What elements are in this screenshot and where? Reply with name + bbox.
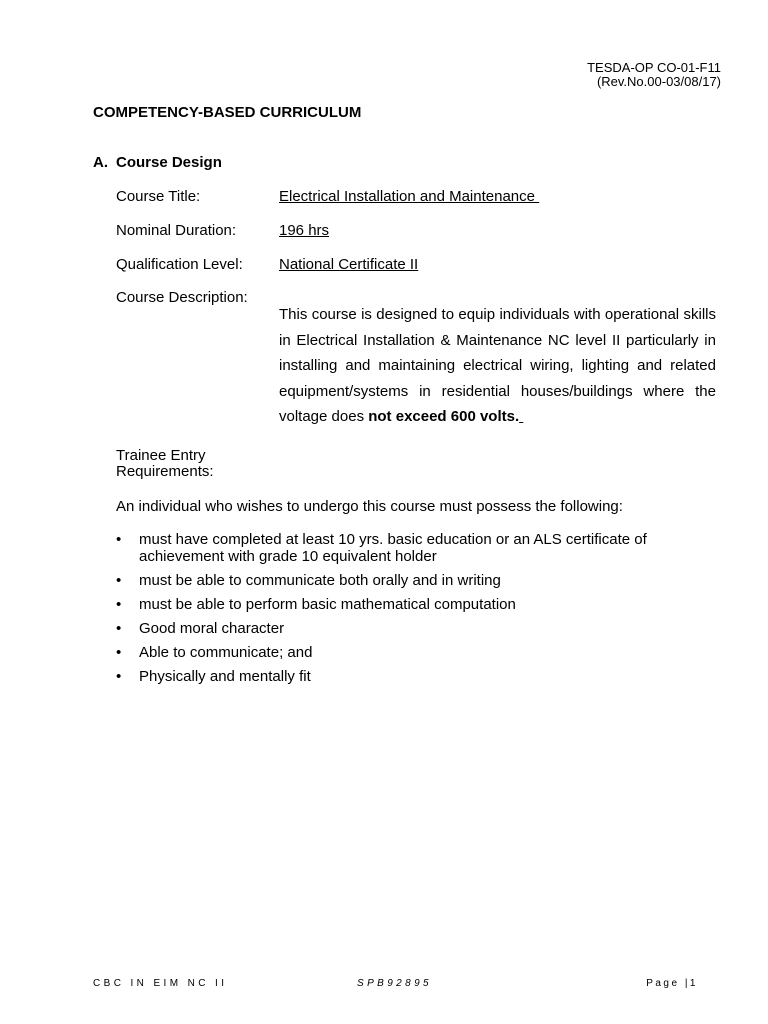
list-item xyxy=(116,645,676,662)
list-item xyxy=(116,532,676,565)
nominal-duration-label: Nominal Duration: xyxy=(116,222,237,239)
list-item xyxy=(116,669,676,686)
section-heading xyxy=(93,154,222,171)
requirement-text: Good moral character xyxy=(139,619,285,637)
revision-number: (Rev.No.00-03/08/17) xyxy=(596,74,721,89)
footer-document-name: CBC IN EIM NC II xyxy=(93,978,228,989)
document-title: COMPETENCY-BASED CURRICULUM xyxy=(93,104,362,121)
course-description-text xyxy=(279,302,716,430)
requirement-text: must be able to perform basic mathematical computation xyxy=(139,595,516,613)
course-title-value: Electrical Installation and Maintenance xyxy=(279,188,540,205)
section-letter: A. xyxy=(93,154,108,171)
footer-page-number: Page |1 xyxy=(646,978,698,989)
qualification-level-label: Qualification Level: xyxy=(116,256,243,273)
voltage-limit-text: not exceed 600 volts xyxy=(368,408,515,425)
qualification-level-value: National Certificate II xyxy=(279,256,419,273)
requirement-text: Able to communicate; and xyxy=(139,643,313,661)
nominal-duration-value: 196 hrs xyxy=(279,222,330,239)
bullet-icon: • xyxy=(116,595,122,613)
requirement-text: Physically and mentally fit xyxy=(139,667,311,685)
requirement-text: must have completed at least 10 yrs. basic education or an ALS certificate of achievement with grade 10 equivalent holder xyxy=(139,531,647,565)
list-item xyxy=(116,621,676,638)
bullet-icon: • xyxy=(116,643,122,661)
bullet-icon: • xyxy=(116,667,122,685)
bullet-icon: • xyxy=(116,531,122,548)
list-item xyxy=(116,573,676,590)
bullet-icon: • xyxy=(116,571,122,589)
course-title-label: Course Title: xyxy=(116,188,201,205)
footer-document-id: SPB92895 xyxy=(357,978,433,989)
requirements-intro: An individual who wishes to undergo this course must possess the following: xyxy=(116,498,623,515)
description-underline-blank xyxy=(519,408,523,425)
description-body: This course is designed to equip individuals with operational skills in Electrical Installation & Maintenance NC level II particularly in installing and maintaining electrical wiring, lighting and related equipment/systems in residential houses/buildings where the voltage does xyxy=(279,306,716,425)
trainee-entry-label xyxy=(116,448,214,480)
document-code-block xyxy=(587,61,721,89)
requirements-list xyxy=(116,532,676,693)
trainee-entry-label-line1: Trainee Entry xyxy=(116,447,206,464)
section-heading-text: Course Design xyxy=(116,154,222,171)
list-item xyxy=(116,597,676,614)
requirement-text: must be able to communicate both orally and in writing xyxy=(139,571,501,589)
bullet-icon: • xyxy=(116,619,122,637)
course-description-label: Course Description: xyxy=(116,289,248,306)
form-code: TESDA-OP CO-01-F11 xyxy=(587,60,721,75)
description-period: . xyxy=(514,408,520,425)
trainee-entry-label-line2: Requirements: xyxy=(116,463,214,480)
